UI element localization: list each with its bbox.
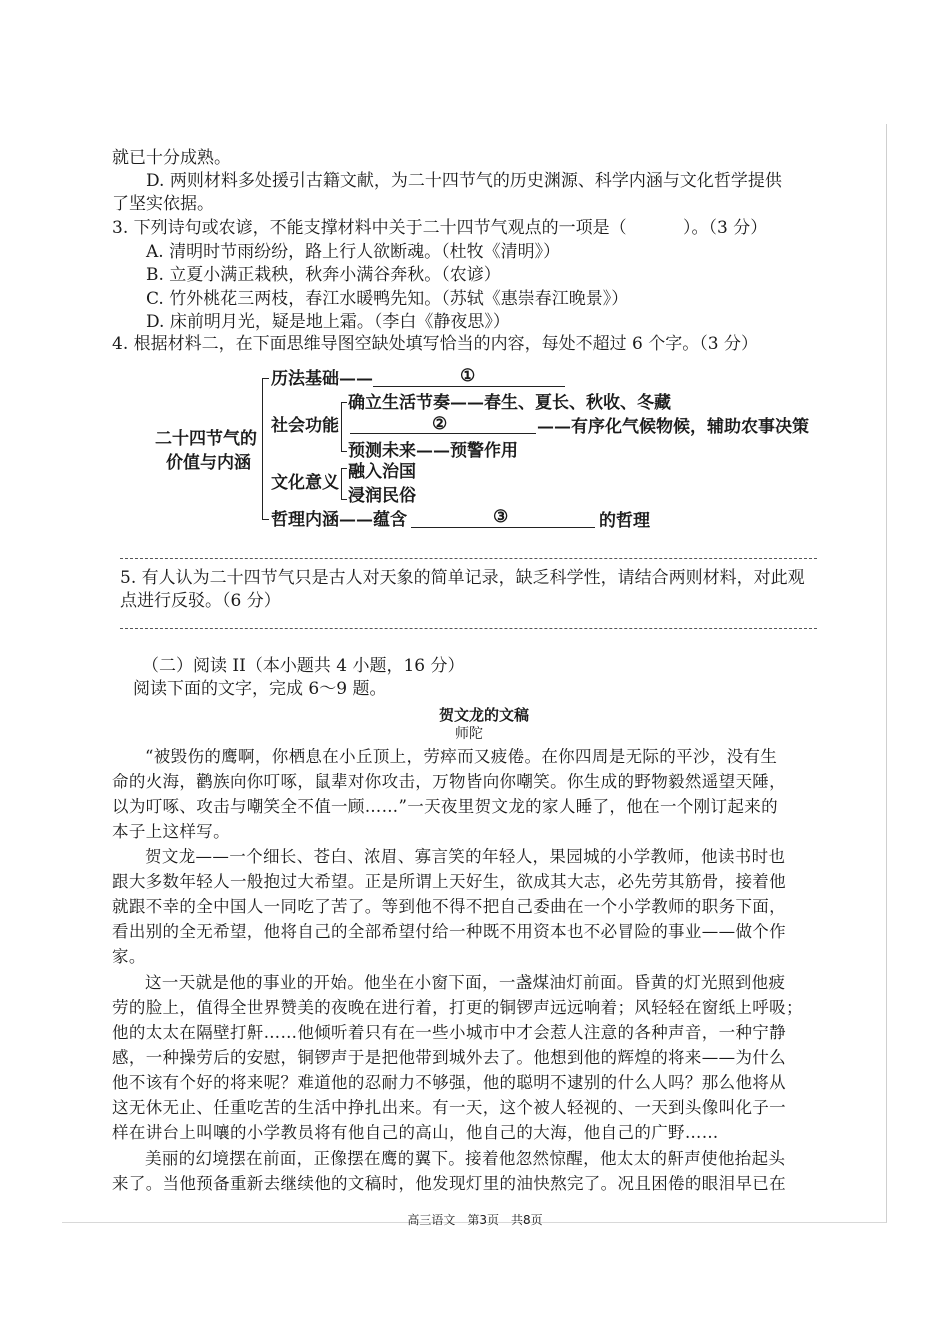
story-line: 贺文龙——一个细长、苍白、浓眉、寡言笑的年轻人，果园城的小学教师，他读书时也 xyxy=(145,847,786,866)
story-author: 师陀 xyxy=(455,726,483,742)
story-line: 就跟不幸的全中国人一同吃了苦了。等到他不得不把自己委曲在一个小学教师的职务下面， xyxy=(112,897,786,916)
story-line: 劳的脸上，值得全世界赞美的夜晚在进行着，打更的铜锣声远远响着；风轻轻在窗纸上呼吸； xyxy=(112,998,803,1017)
map-culture-sub-2: 浸润民俗 xyxy=(348,486,416,506)
map-blank-3-line xyxy=(411,527,595,528)
section-instruction: 阅读下面的文字，完成 6～9 题。 xyxy=(133,679,387,699)
story-line: 命的火海，鹳族向你叮啄，鼠辈对你攻击，万物皆向你嘲笑。你生成的野物毅然遥望天陲， xyxy=(112,772,786,791)
page-footer: 高三语文 第3页 共8页 xyxy=(407,1213,543,1227)
dashed-separator xyxy=(120,558,817,559)
q3-option-a: A. 清明时节雨纷纷，路上行人欲断魂。（杜牧《清明》） xyxy=(146,242,561,262)
option-d-line-1: D. 两则材料多处援引古籍文献，为二十四节气的历史渊源、科学内涵与文化哲学提供 xyxy=(146,171,782,191)
dashed-separator xyxy=(120,628,817,629)
q3-option-d: D. 床前明月光，疑是地上霜。（李白《静夜思》） xyxy=(146,312,510,332)
story-line: 这一天就是他的事业的开始。他坐在小窗下面，一盏煤油灯前面。昏黄的灯光照到他疲 xyxy=(145,973,786,992)
q3-stem-a: 3. 下列诗句或农谚，不能支撑材料中关于二十四节气观点的一项是（ xyxy=(112,218,627,238)
map-culture-sub-1: 融入治国 xyxy=(348,462,416,482)
map-main-bracket xyxy=(262,378,269,520)
q5-line-2: 点进行反驳。（6 分） xyxy=(120,591,281,611)
map-culture-bracket xyxy=(341,468,347,500)
story-line: 本子上这样写。 xyxy=(112,822,230,841)
map-branch-calendar: 历法基础—— xyxy=(271,369,373,389)
q3-option-c: C. 竹外桃花三两枝，春江水暖鸭先知。（苏轼《惠崇春江晚景》） xyxy=(146,289,629,309)
map-branch-culture: 文化意义 xyxy=(271,473,339,493)
q3-stem-b: ）。（3 分） xyxy=(683,218,768,238)
map-social-bracket xyxy=(341,402,347,452)
story-line: 感，一种操劳后的安慰，铜锣声于是把他带到城外去了。他想到他的辉煌的将来——为什么 xyxy=(112,1048,786,1067)
map-blank-2-marker: ② xyxy=(432,414,448,434)
q4-stem: 4. 根据材料二，在下面思维导图空缺处填写恰当的内容，每处不超过 6 个字。（3 分） xyxy=(112,334,758,354)
map-blank-1-marker: ① xyxy=(460,366,476,386)
story-line: 他的太太在隔壁打鼾……他倾听着只有在一些小城市中才会惹人注意的各种声音，一种宁静 xyxy=(112,1023,786,1042)
story-line: 样在讲台上叫嚷的小学教员将有他自己的高山，他自己的大海，他自己的广野…… xyxy=(112,1123,719,1142)
map-social-sub-2-tail: ——有序化气候物候，辅助农事决策 xyxy=(537,417,809,437)
q3-option-b: B. 立夏小满正栽秧，秋奔小满谷奔秋。（农谚） xyxy=(146,265,501,285)
map-social-sub-3: 预测未来——预警作用 xyxy=(348,441,518,461)
q5-line-1: 5. 有人认为二十四节气只是古人对天象的简单记录，缺乏科学性，请结合两则材料，对此观 xyxy=(120,568,805,588)
map-branch-social: 社会功能 xyxy=(271,416,339,436)
story-line: 看出别的全无希望，他将自己的全部希望付给一种既不用资本也不必冒险的事业——做个作 xyxy=(112,922,786,941)
map-blank-3-marker: ③ xyxy=(493,507,509,527)
map-branch-philosophy: 哲理内涵——蕴含 xyxy=(271,510,407,530)
map-root-line-1: 二十四节气的 xyxy=(155,429,257,449)
section-header: （二）阅读 II（本小题共 4 小题，16 分） xyxy=(142,656,465,676)
map-blank-1-line xyxy=(373,386,565,387)
story-line: 家。 xyxy=(112,947,146,966)
story-line: 来了。当他预备重新去继续他的文稿时，他发现灯里的油快熬完了。况且困倦的眼泪早已在 xyxy=(112,1174,786,1193)
map-philosophy-tail: 的哲理 xyxy=(599,511,650,531)
carryover-line: 就已十分成熟。 xyxy=(112,148,231,168)
story-title: 贺文龙的文稿 xyxy=(439,706,530,724)
map-social-sub-1: 确立生活节奏——春生、夏长、秋收、冬藏 xyxy=(348,393,671,413)
map-root-line-2: 价值与内涵 xyxy=(166,453,251,473)
story-line: 以为叮啄、攻击与嘲笑全不值一顾……”一天夜里贺文龙的家人睡了，他在一个刚订起来的 xyxy=(112,797,778,816)
story-line: “被毁伤的鹰啊，你栖息在小丘顶上，劳瘁而又疲倦。在你四周是无际的平沙，没有生 xyxy=(145,747,778,766)
story-line: 这无休无止、任重吃苦的生活中挣扎出来。有一天，这个被人轻视的、一天到头像叫化子一 xyxy=(112,1098,786,1117)
story-line: 他不该有个好的将来呢？难道他的忍耐力不够强，他的聪明不逮别的什么人吗？那么他将从 xyxy=(112,1073,786,1092)
story-line: 跟大多数年轻人一般抱过大希望。正是所谓上天好生，欲成其大志，必先劳其筋骨，接着他 xyxy=(112,872,786,891)
option-d-line-2: 了坚实依据。 xyxy=(112,194,214,214)
story-line: 美丽的幻境摆在前面，正像摆在鹰的翼下。接着他忽然惊醒，他太太的鼾声使他抬起头 xyxy=(145,1149,786,1168)
